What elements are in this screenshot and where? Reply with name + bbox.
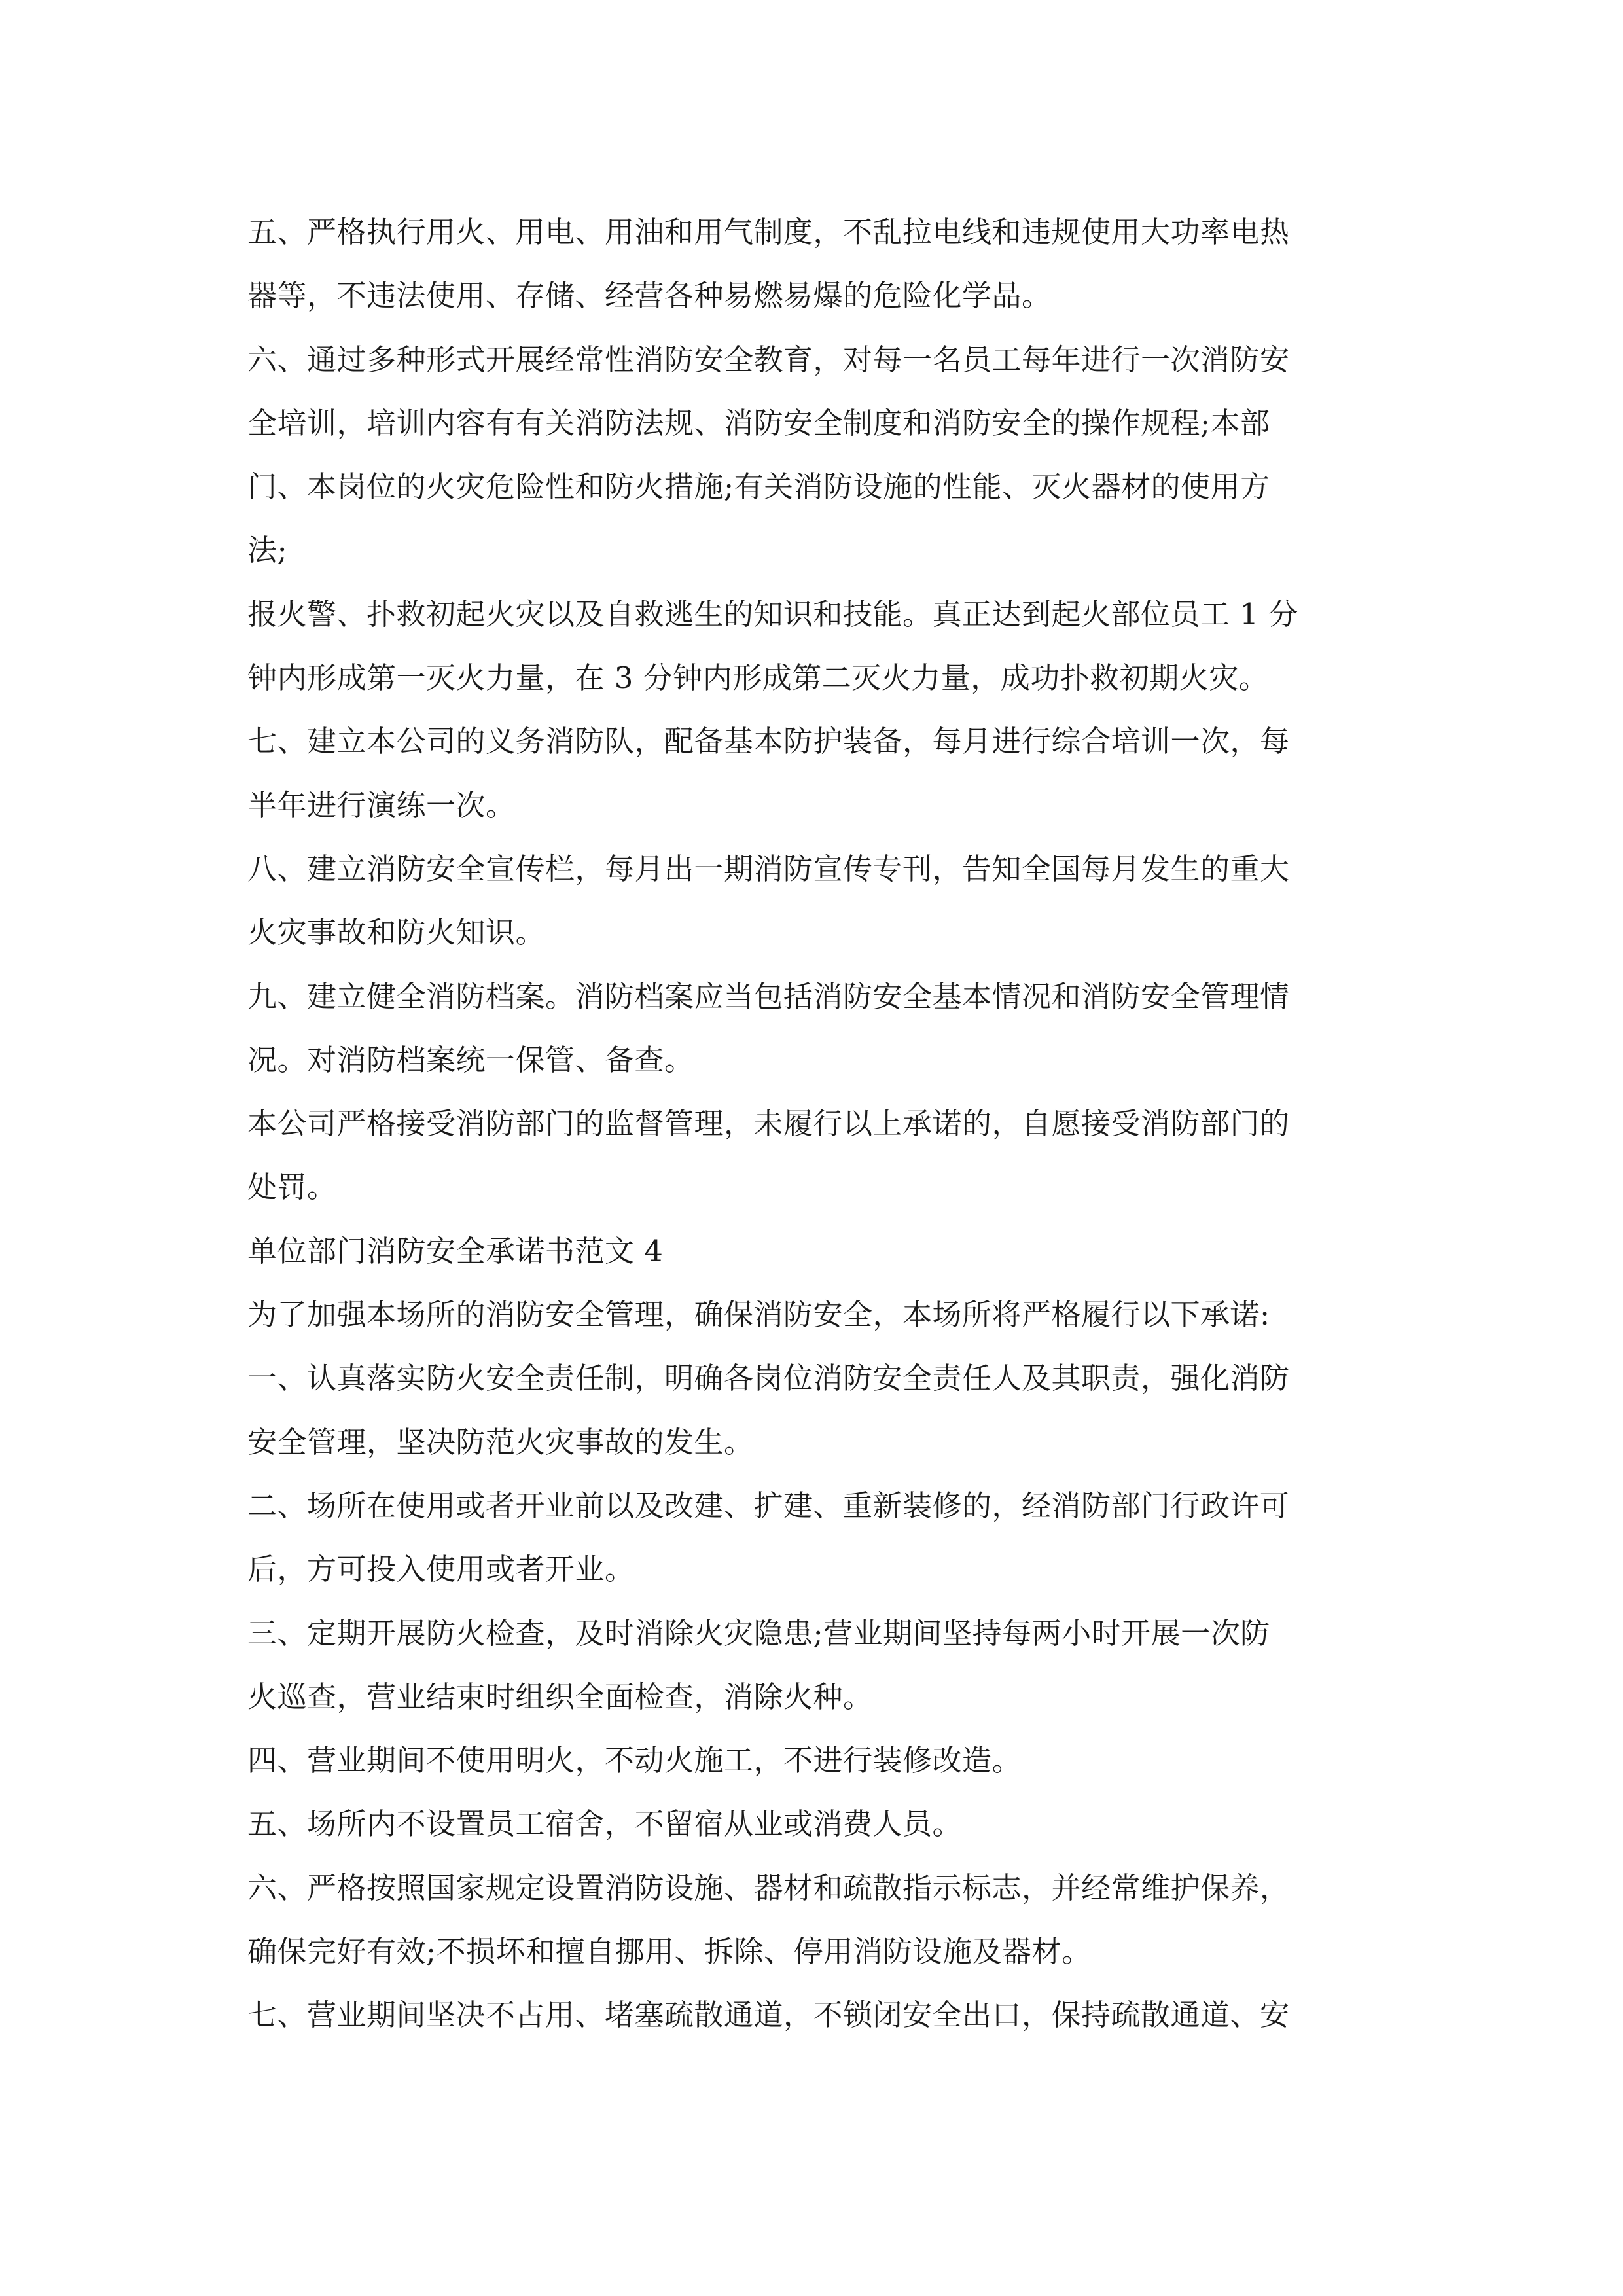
text-line: 九、建立健全消防档案。消防档案应当包括消防安全基本情况和消防安全管理情 (247, 978, 1290, 1014)
text-line: 五、场所内不设置员工宿舍，不留宿从业或消费人员。 (247, 1806, 963, 1842)
text-line: 钟内形成第一灭火力量，在 3 分钟内形成第二灭火力量，成功扑救初期火灾。 (247, 660, 1269, 696)
text-line: 三、定期开展防火检查，及时消除火灾隐患;营业期间坚持每两小时开展一次防 (247, 1615, 1270, 1651)
text-line: 八、建立消防安全宣传栏，每月出一期消防宣传专刊，告知全国每月发生的重大 (247, 851, 1290, 886)
text-line: 器等，不违法使用、存储、经营各种易燃易爆的危险化学品。 (247, 278, 1052, 314)
text-line: 半年进行演练一次。 (247, 787, 516, 823)
text-line: 火巡查，营业结束时组织全面检查，消除火种。 (247, 1679, 873, 1714)
text-line: 报火警、扑救初起火灾以及自救逃生的知识和技能。真正达到起火部位员工 1 分 (247, 596, 1298, 632)
text-line: 五、严格执行用火、用电、用油和用气制度，不乱拉电线和违规使用大功率电热 (247, 215, 1290, 249)
text-line: 全培训，培训内容有有关消防法规、消防安全制度和消防安全的操作规程;本部 (247, 405, 1270, 440)
text-line: 本公司严格接受消防部门的监督管理，未履行以上承诺的，自愿接受消防部门的 (247, 1106, 1290, 1141)
text-line: 门、本岗位的火灾危险性和防火措施;有关消防设施的性能、灭火器材的使用方 (247, 469, 1270, 505)
text-line: 法; (247, 533, 288, 568)
section-heading: 单位部门消防安全承诺书范文 4 (247, 1233, 664, 1268)
text-line: 四、营业期间不使用明火，不动火施工，不进行装修改造。 (247, 1743, 1022, 1778)
text-line: 六、严格按照国家规定设置消防设施、器材和疏散指示标志，并经常维护保养， (247, 1870, 1290, 1905)
text-line: 火灾事故和防火知识。 (247, 915, 546, 950)
text-line: 为了加强本场所的消防安全管理，确保消防安全，本场所将严格履行以下承诺: (247, 1297, 1270, 1333)
document-body (247, 200, 1389, 2047)
text-line: 一、认真落实防火安全责任制，明确各岗位消防安全责任人及其职责，强化消防 (247, 1361, 1290, 1396)
text-line: 安全管理，坚决防范火灾事故的发生。 (247, 1424, 754, 1460)
text-line: 七、建立本公司的义务消防队，配备基本防护装备，每月进行综合培训一次，每 (247, 724, 1290, 759)
text-line: 况。对消防档案统一保管、备查。 (247, 1042, 694, 1077)
text-line: 确保完好有效;不损坏和擅自挪用、拆除、停用消防设施及器材。 (247, 1934, 1092, 1969)
text-line: 处罚。 (247, 1170, 337, 1205)
text-line: 后，方可投入使用或者开业。 (247, 1552, 635, 1587)
text-line: 二、场所在使用或者开业前以及改建、扩建、重新装修的，经消防部门行政许可 (247, 1488, 1290, 1523)
text-line: 七、营业期间坚决不占用、堵塞疏散通道，不锁闭安全出口，保持疏散通道、安 (247, 1998, 1290, 2033)
text-line: 六、通过多种形式开展经常性消防安全教育，对每一名员工每年进行一次消防安 (247, 342, 1290, 377)
